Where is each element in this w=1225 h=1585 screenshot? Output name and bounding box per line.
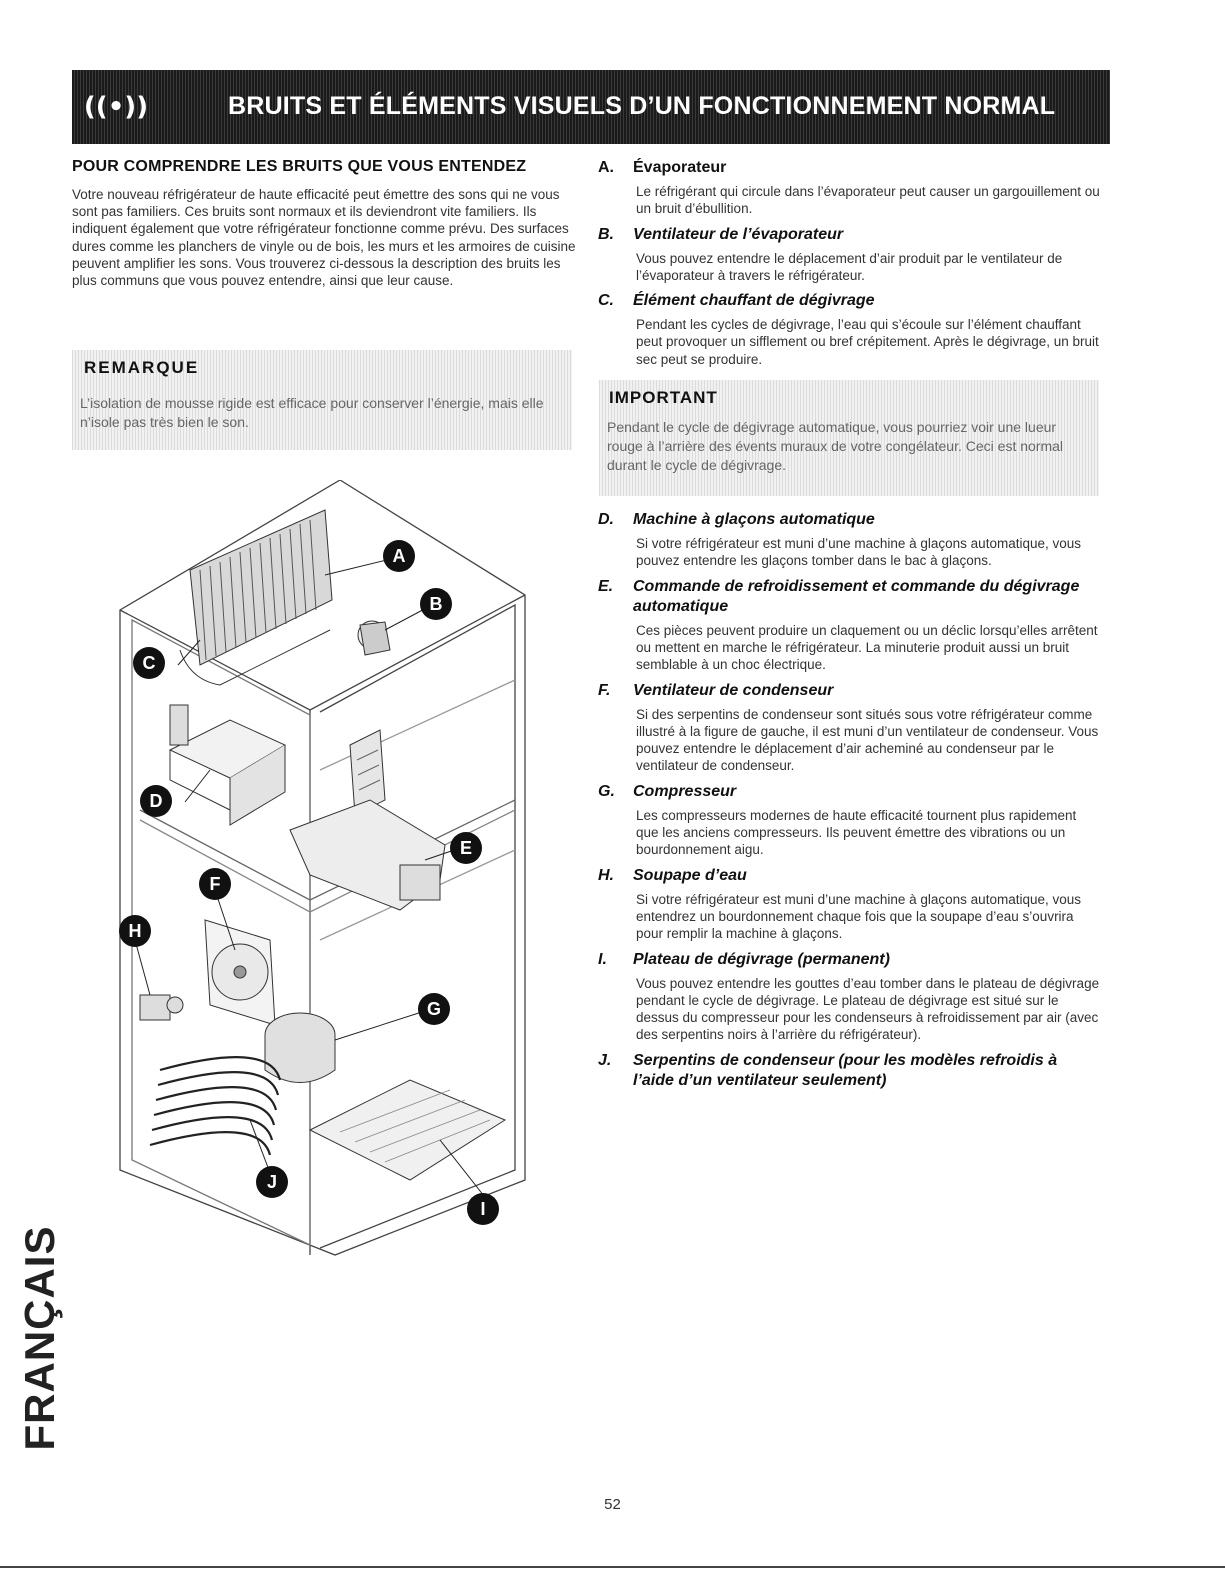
callout-c: C <box>133 647 165 679</box>
item-title: Évaporateur <box>633 159 727 176</box>
item-title: Serpentins de condenseur (pour les modèles refroidis à l’aide d’un ventilateur seulement) <box>633 1051 1058 1089</box>
callout-j: J <box>256 1166 288 1198</box>
note-text: L’isolation de mousse rigide est efficace pour conserver l’énergie, mais elle n’isole pas très bien le son. <box>80 395 544 430</box>
list-item <box>595 291 1100 368</box>
callout-g: G <box>418 993 450 1025</box>
important-box <box>599 380 1099 496</box>
list-item <box>595 158 1100 218</box>
items-list-after <box>595 510 1100 1091</box>
list-item <box>595 681 1100 775</box>
item-description: Pendant les cycles de dégivrage, l’eau qui s’écoule sur l’élément chauffant peut provoquer un sifflement ou bref crépitement. Après le dégivrage, un bruit sec peut se produire. <box>636 317 1099 367</box>
important-label: IMPORTANT <box>609 388 718 408</box>
item-letter: E. <box>598 577 614 595</box>
item-letter: A. <box>598 159 614 176</box>
refrigerator-diagram <box>110 480 530 1260</box>
list-item <box>595 1051 1100 1091</box>
item-title: Plateau de dégivrage (permanent) <box>633 950 890 968</box>
item-heading <box>595 681 1100 701</box>
item-description: Ces pièces peuvent produire un claquement ou un déclic lorsqu’elles arrêtent ou mettent en marche le réfrigérateur. La minuterie produit aussi un bruit semblable à un choc électrique. <box>636 622 1098 673</box>
item-letter: F. <box>598 681 611 699</box>
list-item <box>595 577 1100 674</box>
item-description: Les compresseurs modernes de haute efficacité tournent plus rapidement que les anciens compresseurs. Ils peuvent émettre des vibrations ou un bourdonnement aigu. <box>636 807 1077 858</box>
callout-i: I <box>467 1193 499 1225</box>
callout-a: A <box>383 540 415 572</box>
item-title: Commande de refroidissement et commande du dégivrage automatique <box>633 577 1080 615</box>
callout-h: H <box>119 915 151 947</box>
item-title: Élément chauffant de dégivrage <box>633 292 875 310</box>
note-label: REMARQUE <box>84 358 200 377</box>
item-heading <box>595 866 1100 886</box>
section-banner <box>72 70 1110 144</box>
item-letter: J. <box>598 1051 612 1069</box>
bottom-rule <box>0 1566 1225 1568</box>
list-item <box>595 866 1100 943</box>
item-description: Vous pouvez entendre le déplacement d’air produit par le ventilateur de l’évaporateur à travers le réfrigérateur. <box>636 250 1063 283</box>
item-title: Compresseur <box>633 782 737 800</box>
item-heading <box>595 1051 1100 1091</box>
important-text: Pendant le cycle de dégivrage automatique, vous pourriez voir une lueur rouge à l’arrière des évents muraux de votre congélateur. Ceci est normal durant le cycle de dégivrage. <box>607 419 1064 474</box>
item-description: Vous pouvez entendre les gouttes d’eau tomber dans le plateau de dégivrage pendant le cycle de dégivrage. Le plateau de dégivrage est situé sur le dessus du compresseur pour les condenseurs à refroidissement par air (avec des serpentins noirs à l’arrière du réfrigérateur). <box>636 975 1100 1043</box>
item-heading <box>595 782 1100 802</box>
list-item <box>595 950 1100 1044</box>
item-title: Machine à glaçons automatique <box>633 511 875 529</box>
page-number: 52 <box>604 1496 621 1513</box>
item-letter: H. <box>598 866 614 884</box>
item-letter: C. <box>598 292 614 310</box>
item-title: Ventilateur de l’évaporateur <box>633 225 844 243</box>
sound-icon: ((•)) <box>83 92 149 122</box>
banner-title: BRUITS ET ÉLÉMENTS VISUELS D’UN FONCTIONNEMENT NORMAL <box>228 92 1056 120</box>
list-item <box>595 225 1100 285</box>
list-item <box>595 782 1100 859</box>
callout-d: D <box>140 785 172 817</box>
list-item <box>595 510 1100 570</box>
item-heading <box>595 577 1100 617</box>
item-title: Soupape d’eau <box>633 866 747 884</box>
note-box <box>72 350 572 450</box>
items-list-before <box>595 158 1100 368</box>
item-heading <box>595 510 1100 530</box>
callout-e: E <box>450 832 482 864</box>
item-letter: I. <box>598 950 607 968</box>
items-section <box>595 158 1100 1098</box>
language-label: FRANÇAIS <box>16 1225 63 1450</box>
item-heading <box>595 158 1100 178</box>
intro-section <box>72 158 577 289</box>
item-heading <box>595 950 1100 970</box>
item-description: Si des serpentins de condenseur sont situés sous votre réfrigérateur comme illustré à la figure de gauche, il est muni d’un ventilateur de condenseur. Vous pouvez entendre le déplacement d’air acheminé au condenseur par le ventilateur de condenseur. <box>636 706 1099 774</box>
item-letter: B. <box>598 225 614 243</box>
callout-b: B <box>420 588 452 620</box>
item-heading <box>595 291 1100 311</box>
language-tab <box>10 1225 70 1450</box>
item-description: Si votre réfrigérateur est muni d’une machine à glaçons automatique, vous entendrez un bourdonnement chaque fois que la soupape d’eau s’ouvrira pour remplir la machine à glaçons. <box>636 891 1081 942</box>
item-letter: D. <box>598 511 614 529</box>
item-heading <box>595 225 1100 245</box>
callout-f: F <box>199 868 231 900</box>
intro-heading: POUR COMPRENDRE LES BRUITS QUE VOUS ENTENDEZ <box>72 158 527 175</box>
item-description: Le réfrigérant qui circule dans l’évaporateur peut causer un gargouillement ou un bruit d’ébullition. <box>636 184 1100 217</box>
item-title: Ventilateur de condenseur <box>633 681 834 699</box>
item-letter: G. <box>598 782 615 800</box>
item-description: Si votre réfrigérateur est muni d’une machine à glaçons automatique, vous pouvez entendre les glaçons tomber dans le bac à glaçons. <box>636 536 1081 569</box>
intro-paragraph: Votre nouveau réfrigérateur de haute efficacité peut émettre des sons qui ne vous sont pas familiers. Ces bruits sont normaux et ils deviendront vite familiers. Ils indiquent également que votre réfrigérateur fonctionne comme prévu. Des surfaces dures comme les planchers de vinyle ou de bois, les murs et les armoires de cuisine peuvent amplifier les sons. Vous trouverez ci-dessous la description des bruits les plus communs que vous pouvez entendre, ainsi que leur cause. <box>72 187 576 289</box>
